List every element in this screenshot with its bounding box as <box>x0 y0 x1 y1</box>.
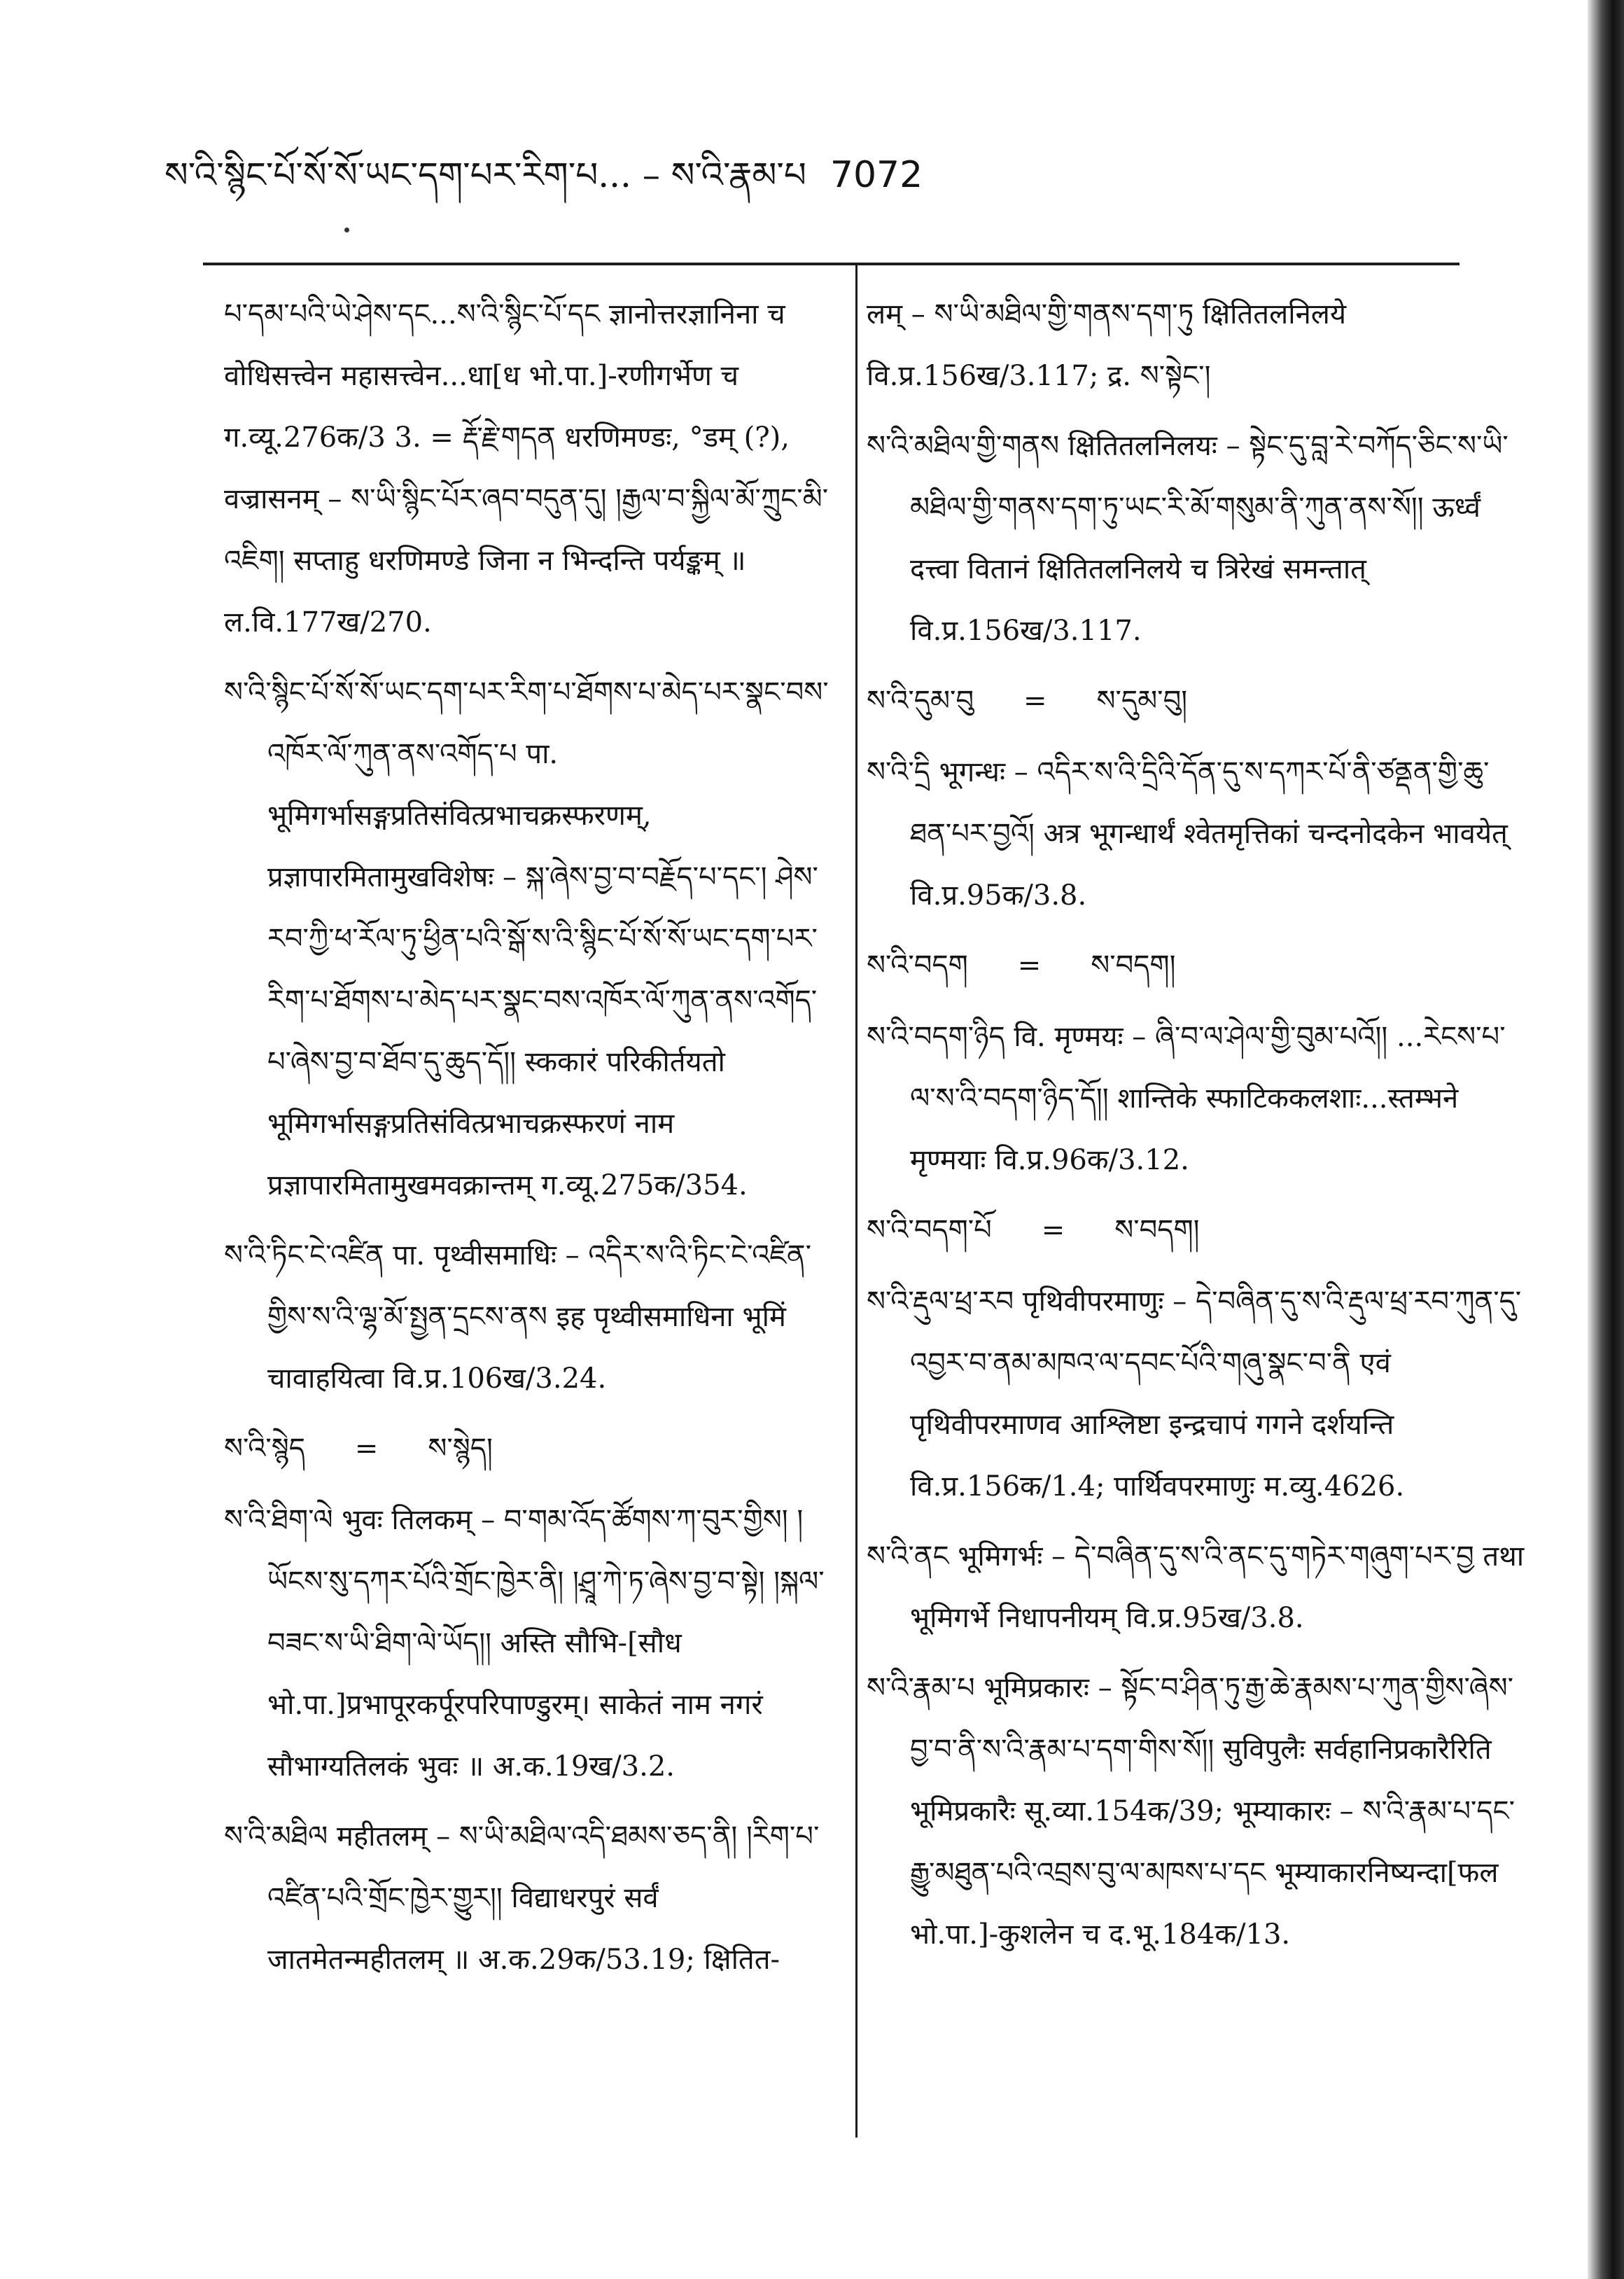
reference-target: ས་བདག། <box>1091 949 1176 982</box>
reference-target: ས་བདག། <box>1114 1214 1200 1246</box>
page-number: 7072 <box>830 154 923 196</box>
dictionary-entry: ས་འི་ཐིག་ལེ भुवः तिलकम् – བ་གམ་འོད་ཚོགས་ཀ་བུར་གྱིས། །ཡོངས་སུ་དཀར་པོའི་གྲོང་ཁྱེར་ནི། །ཤྲཱ་ཀེ་ཏ་ཞེས་བྱ་བ་སྟེ། །སྐལ་བཟང་ས་ཡི་ཐིག་ལེ་ཡོད།། अस्ति सौभि-[सौध भो.पा.]प्रभापूरकर्पूरपरिपाण्डुरम्। साकेतं नाम नगरं सौभाग्यतिलकं भुवः ॥ अ.क.19ख/3.2. <box>224 1504 825 1783</box>
equals-sign: = <box>1023 685 1047 717</box>
dictionary-entry: ས་འི་ཏིང་ངེ་འཛིན पा. पृथ्वीसमाधिः – འདིར་ས་འི་ཏིང་ངེ་འཛིན་གྱིས་ས་འི་ལྷ་མོ་སྤྱན་དྲངས་ནས इह पृथ्वीसमाधिना भूमिं चावाहयित्वा वि.प्र.106ख/3.24. <box>224 1239 811 1395</box>
column-divider <box>855 265 858 2138</box>
cross-reference-entry <box>867 670 1525 732</box>
reference-target: ས་དུམ་བུ། <box>1096 685 1188 717</box>
dictionary-entry: ས་འི་མཐིལ་གྱི་གནས क्षितितलनिलयः – སྟེང་དུ་བླ་རེ་བཀོད་ཅིང་ས་ཡི་མཐིལ་གྱི་གནས་དག་ཏུ་ཡང་རི་མོ་གསུམ་ནི་ཀུན་ནས་སོ།། ऊर्ध्वं दत्त्वा वितानं क्षितितलनिलये च त्रिरेखं समन्तात् वि.प्र.156ख/3.117. <box>867 430 1508 647</box>
dictionary-entry: ས་འི་རྣམ་པ भूमिप्रकारः – སྟོང་བ་ཤིན་ཏུ་རྒྱ་ཆེ་རྣམས་པ་ཀུན་གྱིས་ཞེས་བྱ་བ་ནི་ས་འི་རྣམ་པ་དག་གིས་སོ།། सुविपुलैः सर्वहानिप्रकारैरिति भूमिप्रकारैः सू.व्या.154क/39; भूम्याकारः – ས་འི་རྣམ་པ་དང་རྒྱུ་མཐུན་པའི་འབྲས་བུ་ལ་མཁས་པ་དང भूम्याकारनिष्यन्दा[फल भो.पा.]-कुशलेन च द.भू.184क/13. <box>867 1672 1516 1951</box>
headword: ས་འི་བདག <box>867 949 968 982</box>
equals-sign: = <box>1041 1214 1065 1246</box>
header-rule <box>203 263 1460 265</box>
headword: ས་འི་སྙེད <box>224 1433 305 1465</box>
entry-continuation: लम् – ས་ཡི་མཐིལ་གྱི་གནས་དག་ཏུ क्षितितलनिलये वि.प्र.156ख/3.117; द्र. ས་སྟེང་། <box>867 298 1347 392</box>
right-column <box>867 284 1525 1974</box>
dictionary-entry: ས་འི་རྡུལ་ཕྲ་རབ पृथिवीपरमाणुः – དེ་བཞིན་དུ་ས་འི་རྡུལ་ཕྲ་རབ་ཀུན་དུ་འབྱར་བ་ནམ་མཁའ་ལ་དབང་པོའི་གཞུ་སྣང་བ་ནི एवं पृथिवीपरमाणव आश्लिष्टा इन्द्रचापं गगने दर्शयन्ति वि.प्र.156क/1.4; पार्थिवपरमाणुः म.व्यु.4626. <box>867 1285 1522 1503</box>
running-head: ས་འི་སྙིང་པོ་སོ་སོ་ཡང་དག་པར་རིག་པ... – ས་འི་རྣམ་པ <box>164 155 806 195</box>
dictionary-entry: ས་འི་བདག་ཉིད वि. मृण्मयः – ཞི་བ་ལ་ཤེལ་གྱི་བུམ་པའོ།། ...རེངས་པ་ལ་ས་འི་བདག་ཉིད་དོ།། शान्तिके स्फाटिककलशाः...स्तम्भने मृण्मयाः वि.प्र.96क/3.12. <box>867 1021 1506 1176</box>
dictionary-entry: ས་འི་མཐིལ महीतलम् – ས་ཡི་མཐིལ་འདི་ཐམས་ཅད་ནི། །རིག་པ་འཛིན་པའི་གྲོང་ཁྱེར་གྱུར།། विद्याधरपुरं सर्वं जातमेतन्महीतलम् ॥ अ.क.29क/53.19; क्षितित- <box>224 1820 820 1976</box>
book-spine-edge <box>1588 0 1624 2279</box>
headword: ས་འི་དུམ་བུ <box>867 685 974 717</box>
equals-sign: = <box>1017 949 1042 982</box>
reference-target: ས་སྙེད། <box>428 1433 493 1465</box>
dictionary-entry: ས་འི་སྙིང་པོ་སོ་སོ་ཡང་དག་པར་རིག་པ་ཐོགས་པ་མེད་པར་སྣང་བས་འཁོར་ལོ་ཀུན་ནས་འགོད་པ पा. भूमिगर्भासङ्गप्रतिसंवित्प्रभाचक्रस्फरणम्, प्रज्ञापारमितामुखविशेषः – སྐ་ཞེས་བྱ་བ་བརྗོད་པ་དང་། ཤེས་རབ་ཀྱི་ཕ་རོལ་ཏུ་ཕྱིན་པའི་སྒོ་ས་འི་སྙིང་པོ་སོ་སོ་ཡང་དག་པར་རིག་པ་ཐོགས་པ་མེད་པར་སྣང་བས་འཁོར་ལོ་ཀུན་ནས་འགོད་པ་ཞེས་བྱ་བ་ཐོབ་དུ་ཆུད་དོ།། स्ककारं परिकीर्तयतो भूमिगर्भासङ्गप्रतिसंवित्प्रभाचक्रस्फरणं नाम प्रज्ञापारमितामुखमवक्रान्तम् ग.व्यू.275क/354. <box>224 676 829 1201</box>
left-column <box>224 284 833 1999</box>
equals-sign: = <box>354 1433 379 1465</box>
page-header <box>164 151 1424 200</box>
stray-mark <box>344 228 349 232</box>
entry-continuation: པ་དམ་པའི་ཡེ་ཤེས་དང...ས་འི་སྙིང་པོ་དང ज्ञानोत्तरज्ञानिना च वोधिसत्त्वेन महासत्त्वेन...धा[ध भो.पा.]-रणीगर्भेण च ग.व्यू.276क/3 3. = རྡོ་རྗེ་གདན धरणिमण्डः, °डम् (?), वज्रासनम् – ས་ཡི་སྙིང་པོར་ཞབ་བདུན་དུ། །རྒྱལ་བ་སྐྱིལ་མོ་ཀྲུང་མི་འཇིག། सप्ताहु धरणिमण्डे जिना न भिन्दन्ति पर्यङ्कम् ॥ ल.वि.177ख/270. <box>224 298 829 639</box>
cross-reference-entry <box>867 1199 1525 1261</box>
cross-reference-entry <box>224 1418 833 1479</box>
dictionary-entry: ས་འི་དྲི भूगन्धः – འདིར་ས་འི་དྲིའི་དོན་དུ་ས་དཀར་པོ་ནི་ཙནྡན་གྱི་ཆུ་ཐན་པར་བྱའོ། अत्र भूगन्धार्थं श्वेतमृत्तिकां चन्दनोदकेन भावयेत् वि.प्र.95क/3.8. <box>867 756 1508 912</box>
dictionary-entry: ས་འི་ནང भूमिगर्भः – དེ་བཞིན་དུ་ས་འི་ནང་དུ་གཏེར་གཞུག་པར་བྱ तथा भूमिगर्भे निधापनीयम् वि.प्र.95ख/3.8. <box>867 1540 1525 1634</box>
headword: ས་འི་བདག་པོ <box>867 1214 992 1246</box>
cross-reference-entry <box>867 935 1525 996</box>
